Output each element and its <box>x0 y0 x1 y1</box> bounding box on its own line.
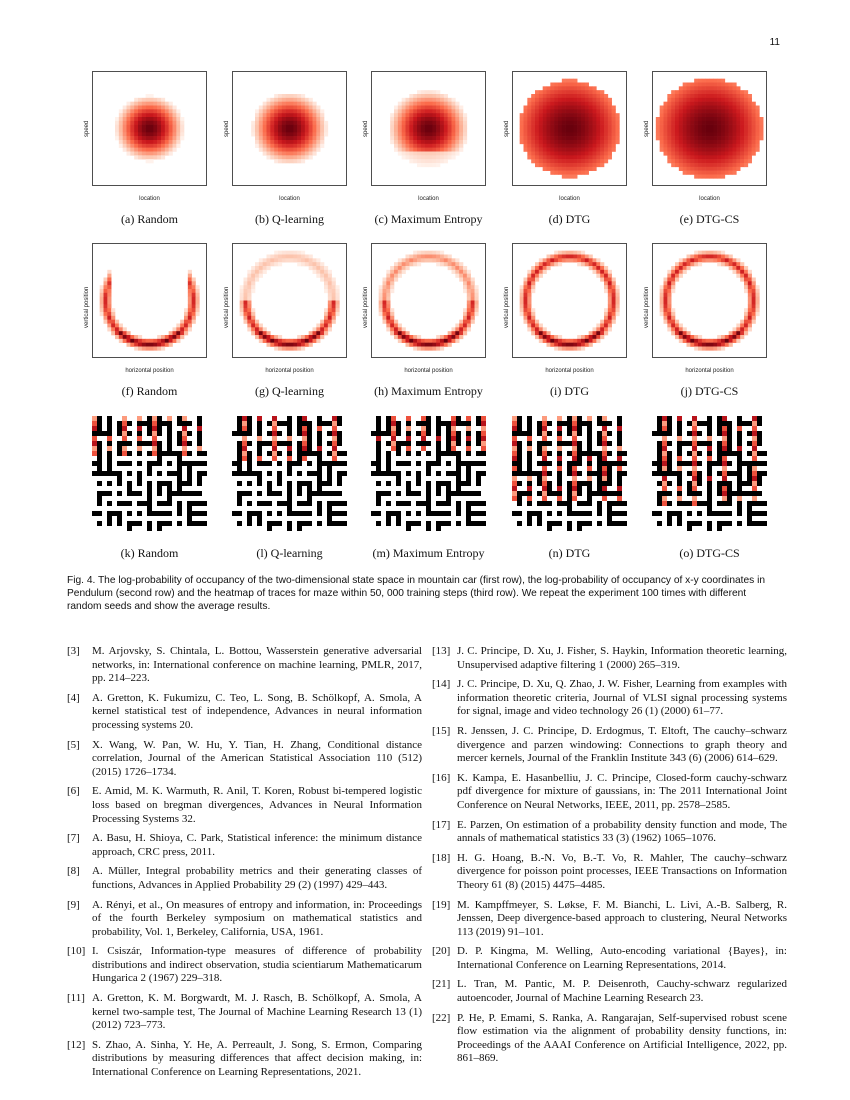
reference-number: [3] <box>67 645 80 657</box>
y-axis-label: vertical position <box>363 286 369 328</box>
x-axis-label: horizontal position <box>545 368 594 374</box>
subfigure-caption: (f) Random <box>121 384 178 398</box>
reference-text: X. Wang, W. Pan, W. Hu, Y. Tian, H. Zhang, Conditional distance correlation, Journal of the American Statistical Association 110 (512) (2015) 1726–1734. <box>92 738 422 778</box>
mountain-heatmap <box>652 71 767 186</box>
pendulum-heatmap <box>652 243 767 358</box>
subfigure-caption: (o) DTG-CS <box>679 546 740 560</box>
subfigure-caption: (c) Maximum Entropy <box>374 212 483 226</box>
pendulum-heatmap <box>92 243 207 358</box>
maze-heatmap <box>512 416 627 531</box>
reference-number: [13] <box>432 645 451 657</box>
reference-number: [18] <box>432 851 451 864</box>
reference-text: M. Kampffmeyer, S. Løkse, F. M. Bianchi, L. Livi, A.-B. Salberg, R. Jenssen, Deep divergence-based approach to clustering, Neural Networks 113 (2019) 91–101. <box>457 898 787 938</box>
x-axis-label: location <box>559 196 580 202</box>
y-axis-label: vertical position <box>504 286 510 328</box>
figure-caption: Fig. 4. The log-probability of occupancy of the two-dimensional state space in mountain car (first row), the log-probability of occupancy of x-y coordinates in Pendulum (second row) and the heatmap of traces for maze within 50, 000 training steps (third row). We repeat the experiment 100 times with different random seeds and show the average results. <box>67 575 766 612</box>
reference-number: [17] <box>432 818 451 831</box>
subfigure-mountain <box>224 71 372 202</box>
subfigure-caption: (a) Random <box>121 212 178 226</box>
reference-text: E. Amid, M. K. Warmuth, R. Anil, T. Koren, Robust bi-tempered logistic loss based on bregman divergences, Advances in Neural Information Processing Systems 32. <box>92 785 422 825</box>
reference-item <box>67 832 422 859</box>
reference-number: [16] <box>432 771 451 784</box>
reference-item <box>67 992 422 1033</box>
maze-heatmap <box>652 416 767 531</box>
mountain-heatmap <box>232 71 347 186</box>
x-axis-label: horizontal position <box>265 368 314 374</box>
reference-text: R. Jenssen, J. C. Principe, D. Erdogmus, T. Eltoft, The cauchy–schwarz divergence and parzen windowing: Connections to graph theory and mercer kernels, Journal of the Franklin Institute 343 (6) (2006) 614–629. <box>457 724 787 765</box>
reference-item <box>67 645 422 686</box>
reference-text: P. He, P. Emami, S. Ranka, A. Rangarajan, Self-supervised robust scene flow estimation via the alignment of probability density functions, in: Proceedings of the AAAI Conference on Artificial Intelligence, 2022, pp. 861–869. <box>457 1011 787 1065</box>
references-left-column <box>67 645 422 1086</box>
reference-text: A. Basu, H. Shioya, C. Park, Statistical inference: the minimum distance approach, CRC press, 2011. <box>92 832 422 858</box>
reference-text: S. Zhao, A. Sinha, Y. He, A. Perreault, J. Song, S. Ermon, Comparing distributions by measuring differences that affect decision making, in: International Conference on Learning Representations, 2021. <box>92 1038 422 1079</box>
x-axis-label: location <box>699 196 720 202</box>
y-axis-label: vertical position <box>224 286 230 328</box>
reference-number: [8] <box>67 865 80 878</box>
y-axis-label: vertical position <box>84 286 90 328</box>
reference-item <box>67 692 422 733</box>
reference-item <box>432 1012 787 1066</box>
y-axis-label: speed <box>224 120 230 137</box>
reference-number: [21] <box>432 978 451 991</box>
reference-text: D. P. Kingma, M. Welling, Auto-encoding variational {Bayes}, in: International Conference on Learning Representations, 2014. <box>457 945 787 971</box>
reference-item <box>67 1039 422 1080</box>
subfigure-maze <box>92 416 232 531</box>
subfigure-caption: (g) Q-learning <box>255 384 324 398</box>
reference-text: M. Arjovsky, S. Chintala, L. Bottou, Wasserstein generative adversarial networks, in: International conference on machine learning, PMLR, 2017, pp. 214–223. <box>92 645 422 685</box>
subfigure-caption: (j) DTG-CS <box>680 384 739 398</box>
reference-number: [22] <box>432 1011 451 1024</box>
subfigure-mountain <box>644 71 792 202</box>
y-axis-label: speed <box>504 120 510 137</box>
subfigure-maze <box>512 416 652 531</box>
maze-heatmap <box>232 416 347 531</box>
reference-number: [11] <box>67 992 85 1005</box>
x-axis-label: location <box>418 196 439 202</box>
maze-heatmap <box>92 416 207 531</box>
reference-text: A. Gretton, K. M. Borgwardt, M. J. Rasch, B. Schölkopf, A. Smola, A kernel two-sample test, The Journal of Machine Learning Research 13 (1) (2012) 723–773. <box>92 992 422 1032</box>
reference-text: A. Rényi, et al., On measures of entropy and information, in: Proceedings of the fourth Berkeley symposium on mathematical statistics and probability, Vol. 1, Berkeley, California, USA, 1961. <box>92 898 422 938</box>
pendulum-heatmap <box>512 243 627 358</box>
reference-number: [5] <box>67 738 80 751</box>
reference-item <box>67 945 422 986</box>
subfigure-maze <box>371 416 511 531</box>
subfigure-pendulum <box>644 243 792 374</box>
reference-item <box>432 899 787 940</box>
reference-text: E. Parzen, On estimation of a probability density function and mode, The annals of mathematical statistics 33 (3) (1962) 1065–1076. <box>457 818 787 845</box>
reference-number: [19] <box>432 898 451 911</box>
subfigure-pendulum <box>504 243 652 374</box>
y-axis-label: speed <box>84 120 90 137</box>
x-axis-label: horizontal position <box>404 368 453 374</box>
y-axis-label: speed <box>363 120 369 137</box>
mountain-heatmap <box>92 71 207 186</box>
reference-text: J. C. Principe, D. Xu, J. Fisher, S. Haykin, Information theoretic learning, Unsupervised adaptive filtering 1 (2000) 265–319. <box>457 645 787 671</box>
reference-number: [14] <box>432 678 451 691</box>
reference-text: A. Gretton, K. Fukumizu, C. Teo, L. Song, B. Schölkopf, A. Smola, A kernel statistical test of independence, Advances in neural information processing systems 20. <box>92 691 422 731</box>
reference-text: K. Kampa, E. Hasanbelliu, J. C. Principe, Closed-form cauchy-schwarz pdf divergence for mixture of gaussians, in: The 2011 International Joint Conference on Neural Networks, IEEE, 2011, pp. 2578–2585. <box>457 771 787 811</box>
subfigure-caption: (l) Q-learning <box>256 546 323 560</box>
subfigure-pendulum <box>363 243 511 374</box>
subfigure-mountain <box>363 71 511 202</box>
reference-item <box>67 865 422 892</box>
subfigure-caption: (i) DTG <box>550 384 589 398</box>
subfigure-caption: (k) Random <box>120 546 179 560</box>
maze-heatmap <box>371 416 486 531</box>
reference-number: [7] <box>67 832 80 845</box>
reference-number: [9] <box>67 898 80 911</box>
subfigure-pendulum <box>224 243 372 374</box>
reference-item <box>432 978 787 1005</box>
reference-text: I. Csiszár, Information-type measures of difference of probability distributions and indirect observation, studia scientiarum Mathematicarum Hungarica 2 (1967) 229–318. <box>92 945 422 985</box>
mountain-heatmap <box>512 71 627 186</box>
subfigure-caption: (h) Maximum Entropy <box>374 384 483 398</box>
x-axis-label: location <box>279 196 300 202</box>
y-axis-label: speed <box>644 120 650 137</box>
x-axis-label: location <box>139 196 160 202</box>
reference-number: [10] <box>67 945 86 958</box>
reference-text: L. Tran, M. Pantic, M. P. Deisenroth, Cauchy-schwarz regularized autoencoder, Journal of Machine Learning Research 23. <box>457 978 787 1005</box>
reference-text: H. G. Hoang, B.-N. Vo, B.-T. Vo, R. Mahler, The cauchy–schwarz divergence for poisson point processes, IEEE Transactions on Information Theory 61 (8) (2015) 4475–4485. <box>457 851 787 891</box>
reference-item <box>432 645 787 672</box>
reference-item <box>432 945 787 972</box>
reference-item <box>67 739 422 780</box>
x-axis-label: horizontal position <box>685 368 734 374</box>
reference-item <box>67 899 422 940</box>
subfigure-caption: (n) DTG <box>548 546 591 560</box>
subfigure-mountain <box>84 71 232 202</box>
reference-item <box>432 852 787 893</box>
subfigure-maze <box>232 416 372 531</box>
reference-text: A. Müller, Integral probability metrics and their generating classes of functions, Advances in Applied Probability 29 (2) (1997) 429–443. <box>92 865 422 891</box>
reference-number: [15] <box>432 724 451 737</box>
reference-item <box>432 725 787 766</box>
subfigure-caption: (e) DTG-CS <box>679 212 740 226</box>
pendulum-heatmap <box>371 243 486 358</box>
reference-item <box>432 772 787 813</box>
x-axis-label: horizontal position <box>125 368 174 374</box>
subfigure-caption: (m) Maximum Entropy <box>372 546 485 560</box>
reference-item <box>67 785 422 826</box>
subfigure-caption: (b) Q-learning <box>255 212 324 226</box>
reference-number: [20] <box>432 945 451 958</box>
pendulum-heatmap <box>232 243 347 358</box>
subfigure-mountain <box>504 71 652 202</box>
reference-number: [6] <box>67 785 80 798</box>
references-right-column <box>432 645 787 1072</box>
mountain-heatmap <box>371 71 486 186</box>
subfigure-pendulum <box>84 243 232 374</box>
reference-text: J. C. Principe, D. Xu, Q. Zhao, J. W. Fisher, Learning from examples with information theoretic criteria, Journal of VLSI signal processing systems for signal, image and video technology 26 (1) (2000) 61–77. <box>457 678 787 718</box>
reference-number: [4] <box>67 691 80 704</box>
subfigure-caption: (d) DTG <box>548 212 591 226</box>
reference-item <box>432 819 787 846</box>
subfigure-maze <box>652 416 792 531</box>
reference-number: [12] <box>67 1038 86 1051</box>
reference-item <box>432 678 787 719</box>
page-number: 11 <box>769 37 780 48</box>
y-axis-label: vertical position <box>644 286 650 328</box>
